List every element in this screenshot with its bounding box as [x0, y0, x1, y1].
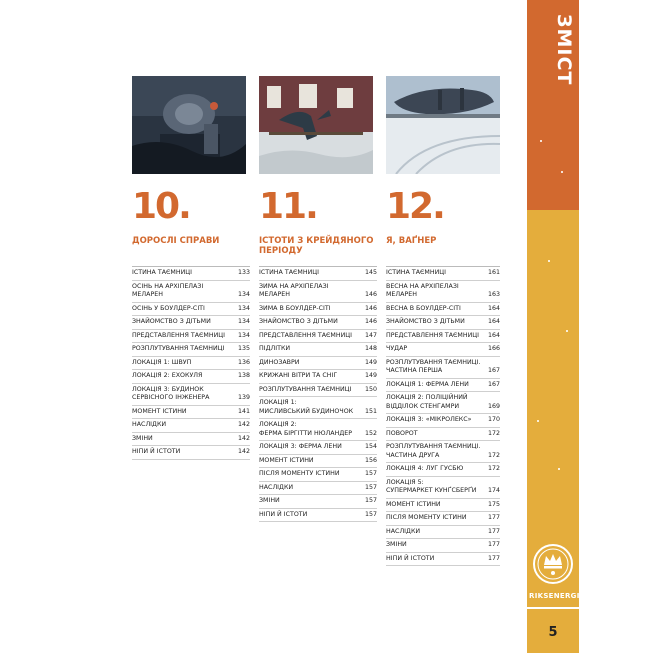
toc-entry-label: НАСЛІДКИ	[259, 483, 294, 491]
toc-entry-label: ЛОКАЦІЯ 3: БУДИНОК СЕРВІСНОГО ІНЖЕНЕРА	[132, 385, 210, 401]
toc-list	[132, 266, 250, 460]
toc-entry[interactable]	[132, 343, 250, 357]
toc-list	[386, 266, 500, 566]
toc-entry[interactable]	[386, 303, 500, 317]
toc-entry-page: 146	[364, 304, 377, 312]
toc-entry-label: ЛОКАЦІЯ 1: ШВУП	[132, 358, 192, 366]
toc-entry[interactable]	[386, 392, 500, 414]
toc-entry-page: 161	[487, 269, 500, 276]
chapter-11-column	[259, 76, 377, 522]
toc-entry-page: 167	[487, 367, 500, 374]
paint-speck	[566, 330, 568, 332]
toc-entry-label: ЗМІНИ	[132, 434, 153, 442]
toc-entry[interactable]	[259, 455, 377, 469]
toc-entry-page: 172	[487, 465, 500, 472]
toc-entry[interactable]	[132, 406, 250, 420]
toc-entry-page: 164	[487, 318, 500, 325]
toc-entry-label: НІПИ Й ІСТОТИ	[259, 510, 308, 518]
toc-entry-page: 177	[487, 541, 500, 548]
toc-entry[interactable]	[386, 526, 500, 540]
toc-entry[interactable]	[386, 477, 500, 499]
paint-speck	[548, 260, 550, 262]
chapter-11-illustration	[259, 76, 373, 174]
toc-entry-label: ЗМІНИ	[386, 541, 407, 548]
toc-entry[interactable]	[132, 446, 250, 460]
toc-entry-page: 167	[487, 380, 500, 388]
toc-entry-page: 177	[487, 514, 500, 521]
toc-entry-page: 136	[237, 358, 250, 366]
paint-speck	[537, 420, 539, 422]
toc-entry-label: ЛОКАЦІЯ 1: МИСЛИВСЬКИЙ БУДИНОЧОК	[259, 399, 354, 415]
toc-entry-page: 157	[364, 497, 377, 504]
toc-entry-label: ПРЕДСТАВЛЕННЯ ТАЄМНИЦІ	[259, 331, 353, 339]
toc-entry-page: 142	[237, 448, 250, 455]
toc-entry-label: РОЗПЛУТУВАННЯ ТАЄМНИЦІ	[132, 345, 225, 352]
toc-entry-label: НАСЛІДКИ	[386, 527, 421, 535]
toc-entry-label: ЗНАЙОМСТВО З ДІТЬМИ	[132, 318, 211, 325]
toc-entry[interactable]	[259, 267, 377, 281]
toc-entry[interactable]	[386, 357, 500, 379]
toc-entry-label: ВЕСНА В БОУЛДЕР-СІТІ	[386, 304, 461, 312]
toc-entry-page: 174	[487, 487, 500, 494]
toc-entry[interactable]	[132, 384, 250, 406]
chapter-10-column	[132, 76, 250, 460]
toc-entry-page: 142	[237, 421, 250, 428]
toc-entry-page: 145	[364, 269, 377, 276]
toc-entry[interactable]	[132, 419, 250, 433]
page-number: 5	[548, 625, 558, 640]
toc-entry-page: 142	[237, 434, 250, 442]
paint-speck	[558, 468, 560, 470]
toc-entry-page: 169	[487, 402, 500, 410]
toc-entry-page: 156	[364, 456, 377, 464]
toc-entry-page: 164	[487, 331, 500, 339]
toc-entry[interactable]	[259, 281, 377, 303]
toc-entry-label: ІСТИНА ТАЄМНИЦІ	[132, 269, 193, 276]
chapter-title: ДОРОСЛІ СПРАВИ	[132, 236, 220, 246]
toc-entry-label: ПОВОРОТ	[386, 429, 418, 437]
toc-entry-page: 134	[237, 304, 250, 312]
toc-entry[interactable]	[386, 463, 500, 477]
toc-entry-page: 139	[237, 394, 250, 401]
toc-entry-label: ЗИМА НА АРХІПЕЛАЗІ МЕЛАРЕН	[259, 282, 329, 298]
toc-entry-page: 172	[487, 451, 500, 459]
toc-entry-label: ЗИМА В БОУЛДЕР-СІТІ	[259, 304, 331, 312]
toc-entry-page: 141	[237, 407, 250, 415]
chapter-10-illustration	[132, 76, 246, 174]
toc-entry[interactable]	[259, 384, 377, 398]
toc-entry-page: 146	[364, 318, 377, 325]
toc-entry-page: 148	[364, 345, 377, 352]
toc-entry[interactable]	[259, 482, 377, 496]
logo-text: RIKSENERGI	[529, 592, 580, 600]
toc-entry-page: 164	[487, 304, 500, 312]
toc-entry-page: 166	[487, 345, 500, 352]
toc-entry-label: РОЗПЛУТУВАННЯ ТАЄМНИЦІ. ЧАСТИНА ПЕРША	[386, 358, 481, 374]
toc-entry[interactable]	[386, 343, 500, 357]
toc-entry-page: 133	[237, 269, 250, 276]
toc-entry[interactable]	[386, 539, 500, 553]
toc-entry[interactable]	[259, 330, 377, 344]
paint-speck	[540, 140, 542, 142]
paint-speck	[561, 171, 563, 173]
toc-entry[interactable]	[386, 414, 500, 428]
toc-entry[interactable]	[259, 419, 377, 441]
toc-entry-page: 177	[487, 554, 500, 562]
toc-entry-label: ЛОКАЦІЯ 3: «МІКРОЛЕКС»	[386, 416, 472, 423]
toc-entry-label: ПІСЛЯ МОМЕНТУ ІСТИНИ	[386, 514, 467, 521]
toc-entry-page: 151	[364, 407, 377, 415]
toc-entry-label: НІПИ Й ІСТОТИ	[132, 448, 181, 455]
toc-entry-label: ЗНАЙОМСТВО З ДІТЬМИ	[259, 318, 338, 325]
toc-entry-page: 163	[487, 291, 500, 298]
toc-entry-label: ІСТИНА ТАЄМНИЦІ	[386, 269, 447, 276]
toc-entry[interactable]	[386, 330, 500, 344]
chapter-12-illustration	[386, 76, 500, 174]
toc-entry-label: ЛОКАЦІЯ 1: ФЕРМА ЛЕНИ	[386, 380, 469, 388]
toc-entry-page: 146	[364, 291, 377, 298]
toc-entry-label: НІПИ Й ІСТОТИ	[386, 554, 435, 562]
toc-entry[interactable]	[386, 316, 500, 330]
toc-entry-page: 147	[364, 331, 377, 339]
toc-entry[interactable]	[259, 316, 377, 330]
toc-entry-page: 175	[487, 500, 500, 508]
chapter-title: Я, ВАҐНЕР	[386, 236, 437, 246]
toc-entry[interactable]	[259, 495, 377, 509]
toc-entry-label: ЧУДАР	[386, 345, 408, 352]
toc-entry[interactable]	[132, 357, 250, 371]
toc-entry-label: ЛОКАЦІЯ 4: ЛУГ ГУСБЮ	[386, 465, 464, 472]
toc-entry[interactable]	[386, 553, 500, 567]
toc-entry-label: ОСІНЬ У БОУЛДЕР-СІТІ	[132, 304, 205, 312]
chapter-number: 12.	[386, 186, 444, 227]
toc-entry-label: МОМЕНТ ІСТИНИ	[386, 500, 441, 508]
toc-entry-label: ПІДЛІТКИ	[259, 345, 291, 352]
toc-entry-label: ЛОКАЦІЯ 2: ПОЛІЦІЙНИЙ ВІДДІЛОК СТЕНГАМРИ	[386, 394, 468, 410]
chapter-number: 10.	[132, 186, 190, 227]
toc-entry-page: 177	[487, 527, 500, 535]
toc-entry-label: ПРЕДСТАВЛЕННЯ ТАЄМНИЦІ	[386, 331, 480, 339]
toc-entry[interactable]	[386, 428, 500, 442]
toc-entry-page: 150	[364, 385, 377, 393]
toc-entry-page: 134	[237, 331, 250, 339]
toc-entry-page: 135	[237, 345, 250, 352]
toc-entry[interactable]	[386, 441, 500, 463]
toc-entry-label: ІСТИНА ТАЄМНИЦІ	[259, 269, 320, 276]
chapter-number: 11.	[259, 186, 317, 227]
toc-entry-label: НАСЛІДКИ	[132, 421, 167, 428]
toc-entry-page: 157	[364, 483, 377, 491]
toc-entry-page: 157	[364, 510, 377, 518]
toc-entry-page: 170	[487, 416, 500, 423]
toc-entry[interactable]	[386, 281, 500, 303]
sidebar-title: ЗМІСТ	[553, 14, 575, 86]
toc-entry-page: 157	[364, 470, 377, 477]
toc-entry[interactable]	[386, 512, 500, 526]
riksenergi-logo-icon	[532, 543, 574, 585]
toc-entry[interactable]	[132, 316, 250, 330]
toc-entry-label: ЛОКАЦІЯ 2: ФЕРМА БІРГІТТИ НЮЛАНДЕР	[259, 421, 353, 437]
toc-entry-page: 134	[237, 318, 250, 325]
toc-entry-page: 154	[364, 443, 377, 450]
toc-entry[interactable]	[132, 370, 250, 384]
toc-entry-label: ЗНАЙОМСТВО З ДІТЬМИ	[386, 318, 465, 325]
toc-entry-label: ДИНОЗАВРИ	[259, 358, 300, 366]
toc-entry[interactable]	[259, 357, 377, 371]
toc-list	[259, 266, 377, 522]
toc-entry-label: РОЗПЛУТУВАННЯ ТАЄМНИЦІ	[259, 385, 352, 393]
toc-entry-page: 172	[487, 429, 500, 437]
toc-entry-page: 149	[364, 372, 377, 379]
toc-entry[interactable]	[259, 343, 377, 357]
toc-entry-label: МОМЕНТ ІСТИНИ	[132, 407, 187, 415]
toc-entry[interactable]	[259, 370, 377, 384]
toc-entry[interactable]	[259, 509, 377, 523]
toc-entry-label: ЗМІНИ	[259, 497, 280, 504]
toc-entry-page: 138	[237, 372, 250, 379]
toc-entry-page: 149	[364, 358, 377, 366]
toc-entry-label: ПРЕДСТАВЛЕННЯ ТАЄМНИЦІ	[132, 331, 226, 339]
toc-entry-label: МОМЕНТ ІСТИНИ	[259, 456, 314, 464]
chapter-title: ІСТОТИ З КРЕЙДЯНОГО ПЕРІОДУ	[259, 236, 374, 256]
toc-entry-label: РОЗПЛУТУВАННЯ ТАЄМНИЦІ. ЧАСТИНА ДРУГА	[386, 443, 481, 459]
toc-entry-label: ОСІНЬ НА АРХІПЕЛАЗІ МЕЛАРЕН	[132, 282, 204, 298]
toc-entry[interactable]	[386, 379, 500, 393]
toc-entry[interactable]	[259, 397, 377, 419]
toc-entry-label: КРИЖАНІ ВІТРИ ТА СНІГ	[259, 372, 338, 379]
toc-entry[interactable]	[259, 303, 377, 317]
toc-entry-label: ЛОКАЦІЯ 2: ЕХОКУЛЯ	[132, 372, 203, 379]
toc-entry[interactable]	[386, 267, 500, 281]
toc-entry[interactable]	[132, 330, 250, 344]
toc-entry[interactable]	[132, 281, 250, 303]
toc-entry-label: ЛОКАЦІЯ 3: ФЕРМА ЛЕНИ	[259, 443, 342, 450]
toc-entry[interactable]	[132, 433, 250, 447]
toc-entry-label: ВЕСНА НА АРХІПЕЛАЗІ МЕЛАРЕН	[386, 282, 459, 298]
toc-entry-label: ПІСЛЯ МОМЕНТУ ІСТИНИ	[259, 470, 340, 477]
toc-entry[interactable]	[132, 267, 250, 281]
toc-entry[interactable]	[259, 468, 377, 482]
toc-entry-page: 134	[237, 291, 250, 298]
toc-entry[interactable]	[386, 499, 500, 513]
toc-entry[interactable]	[132, 303, 250, 317]
toc-entry-label: ЛОКАЦІЯ 5: СУПЕРМАРКЕТ КУНҐСБЕРҐИ	[386, 478, 477, 494]
toc-entry[interactable]	[259, 441, 377, 455]
chapter-12-column	[386, 76, 500, 566]
toc-entry-page: 152	[364, 429, 377, 437]
